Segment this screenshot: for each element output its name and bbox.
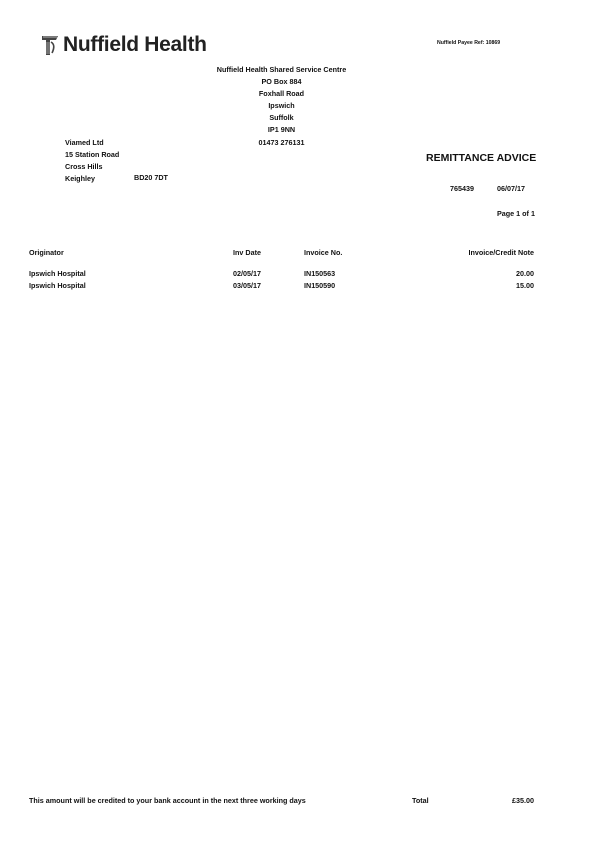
sender-address-line: Suffolk [269, 113, 294, 123]
document-title: REMITTANCE ADVICE [426, 152, 537, 164]
row-invoice-no: IN150563 [304, 269, 336, 278]
header-originator: Originator [29, 248, 64, 257]
sender-address-line: Nuffield Health Shared Service Centre [216, 65, 347, 74]
row-amount: 15.00 [516, 281, 534, 290]
sender-address-line: PO Box 884 [261, 77, 302, 87]
recipient-postcode: BD20 7DT [134, 173, 168, 182]
brand-name: Nuffield Health [63, 33, 207, 56]
row-amount: 20.00 [516, 269, 534, 278]
total-value: £35.00 [512, 796, 534, 805]
total-label: Total [412, 796, 429, 805]
remittance-number: 765439 [450, 184, 474, 193]
sender-phone: 01473 276131 [258, 137, 305, 147]
sender-address [160, 64, 403, 149]
header-amount: Invoice/Credit Note [468, 248, 534, 257]
nuffield-crest-icon [40, 33, 60, 57]
recipient-line: 15 Station Road [65, 150, 120, 160]
row-inv-date: 02/05/17 [233, 269, 261, 278]
sender-address-line: Foxhall Road [258, 89, 305, 99]
page-info: Page 1 of 1 [497, 209, 535, 218]
row-originator: Ipswich Hospital [29, 281, 86, 290]
row-originator: Ipswich Hospital [29, 269, 86, 278]
recipient-line: Viamed Ltd [65, 138, 104, 147]
payee-reference: Nuffield Payee Ref: 10869 [437, 40, 501, 46]
header-invoice-no: Invoice No. [304, 248, 343, 257]
remittance-date: 06/07/17 [497, 184, 525, 193]
sender-address-line: IP1 9NN [267, 125, 296, 135]
footer-note: This amount will be credited to your bank account in the next three working days [29, 796, 306, 805]
recipient-line: Keighley [65, 174, 95, 184]
row-invoice-no: IN150590 [304, 281, 336, 290]
recipient-address [65, 137, 119, 185]
recipient-line: Cross Hills [65, 162, 103, 172]
sender-address-line: Ipswich [268, 101, 295, 111]
row-inv-date: 03/05/17 [233, 281, 261, 290]
nuffield-health-logo [40, 33, 207, 57]
header-inv-date: Inv Date [233, 248, 261, 257]
